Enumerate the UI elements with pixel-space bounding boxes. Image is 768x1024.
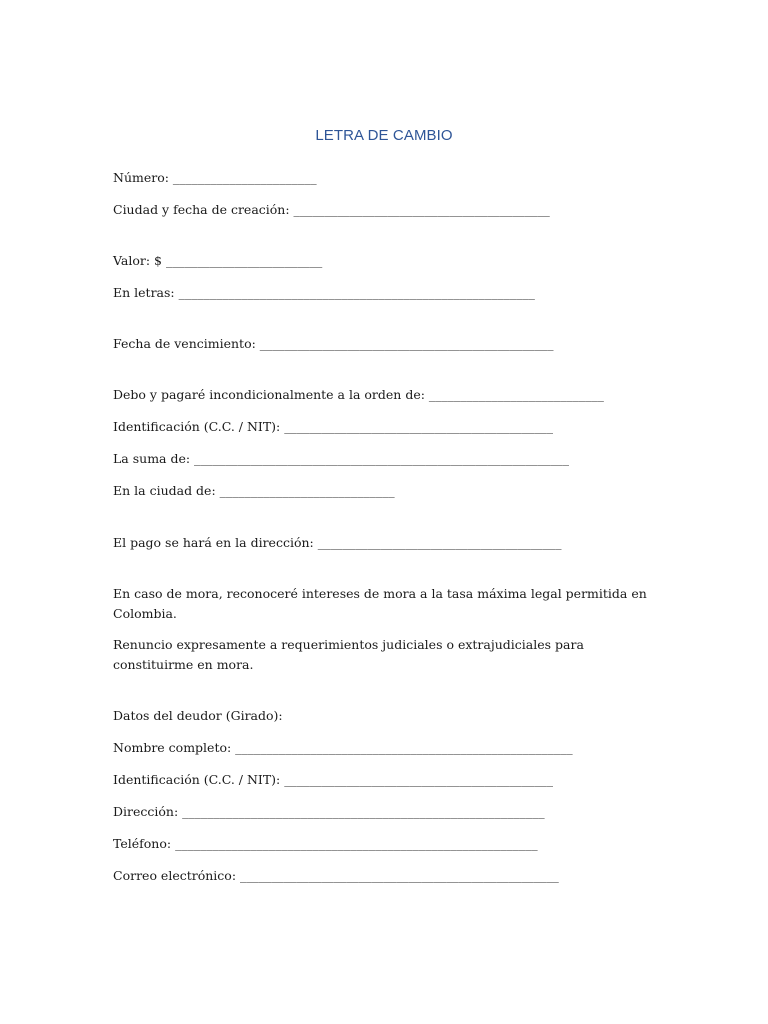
identificacion-beneficiario-field: Identificación (C.C. / NIT): ___________________________________________ [113, 419, 553, 434]
datos-deudor-heading: Datos del deudor (Girado): [113, 708, 283, 723]
direccion-deudor-field: Dirección: __________________________________________________________ [113, 804, 545, 819]
correo-field: Correo electrónico: ___________________________________________________ [113, 868, 559, 883]
ciudad-fecha-field: Ciudad y fecha de creación: _________________________________________ [113, 202, 550, 217]
telefono-field: Teléfono: __________________________________________________________ [113, 836, 538, 851]
orden-de-field: Debo y pagaré incondicionalmente a la orden de: ____________________________ [113, 387, 604, 402]
nombre-completo-field: Nombre completo: ______________________________________________________ [113, 740, 573, 755]
direccion-pago-field: El pago se hará en la dirección: _______________________________________ [113, 535, 562, 550]
la-suma-field: La suma de: ____________________________________________________________ [113, 451, 570, 466]
page-title: LETRA DE CAMBIO [315, 127, 453, 144]
identificacion-deudor-field: Identificación (C.C. / NIT): ___________________________________________ [113, 772, 553, 787]
en-letras-field: En letras: _________________________________________________________ [113, 285, 535, 300]
valor-field: Valor: $ _________________________ [113, 253, 323, 268]
fecha-vencimiento-field: Fecha de vencimiento: _______________________________________________ [113, 336, 554, 351]
mora-paragraph: En caso de mora, reconoceré intereses de mora a la tasa máxima legal permitida en Colombia. [113, 586, 647, 621]
en-la-ciudad-field: En la ciudad de: ____________________________ [113, 483, 395, 498]
numero-field: Número: _______________________ [113, 170, 317, 185]
renuncio-paragraph: Renuncio expresamente a requerimientos judiciales o extrajudiciales para constituirme en mora. [113, 637, 584, 672]
